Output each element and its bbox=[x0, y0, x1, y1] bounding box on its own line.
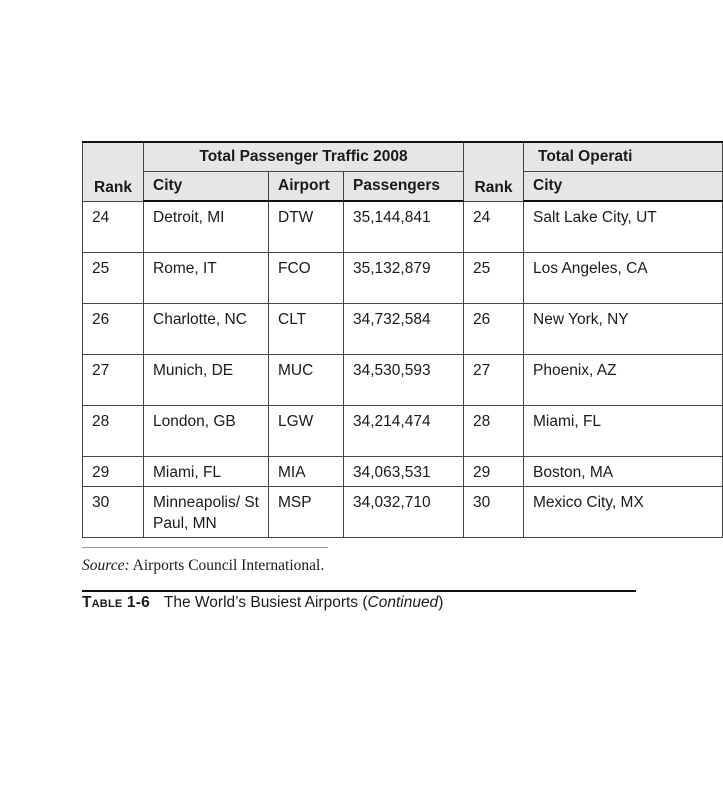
cell-passengers: 34,530,593 bbox=[344, 354, 464, 405]
cell-city: Detroit, MI bbox=[144, 201, 269, 252]
source-divider bbox=[82, 547, 328, 548]
cell-airport: MUC bbox=[269, 354, 344, 405]
caption-divider bbox=[82, 590, 636, 592]
cell-rank: 26 bbox=[83, 303, 144, 354]
caption-table-label: Table 1-6 bbox=[82, 594, 150, 611]
busiest-airports-table bbox=[82, 141, 723, 538]
cell-rank: 24 bbox=[83, 201, 144, 252]
cell-rank: 27 bbox=[83, 354, 144, 405]
cell-city-2: Phoenix, AZ bbox=[524, 354, 723, 405]
header-passengers: Passengers bbox=[344, 172, 464, 202]
airports-table-container bbox=[82, 141, 657, 538]
table-row bbox=[83, 456, 723, 486]
table-row bbox=[83, 252, 723, 303]
cell-city: Minneapolis/ St Paul, MN bbox=[144, 486, 269, 537]
cell-rank-2: 30 bbox=[464, 486, 524, 537]
table-group-header-row bbox=[83, 142, 723, 172]
cell-airport: LGW bbox=[269, 405, 344, 456]
cell-airport: MIA bbox=[269, 456, 344, 486]
cell-city: Miami, FL bbox=[144, 456, 269, 486]
cell-airport: CLT bbox=[269, 303, 344, 354]
cell-city-2: Boston, MA bbox=[524, 456, 723, 486]
group-header-total-operations: Total Operati bbox=[524, 142, 723, 172]
cell-rank: 25 bbox=[83, 252, 144, 303]
table-row bbox=[83, 201, 723, 252]
table-row bbox=[83, 303, 723, 354]
cell-passengers: 35,144,841 bbox=[344, 201, 464, 252]
caption-close: ) bbox=[438, 594, 444, 611]
header-airport: Airport bbox=[269, 172, 344, 202]
cell-city-2: Miami, FL bbox=[524, 405, 723, 456]
cell-city: Rome, IT bbox=[144, 252, 269, 303]
cell-city: Munich, DE bbox=[144, 354, 269, 405]
cell-rank-2: 24 bbox=[464, 201, 524, 252]
caption-continued: Continued bbox=[367, 594, 439, 611]
cell-airport: DTW bbox=[269, 201, 344, 252]
cell-city-2: Salt Lake City, UT bbox=[524, 201, 723, 252]
cell-city: London, GB bbox=[144, 405, 269, 456]
table-caption bbox=[82, 594, 443, 612]
cell-rank-2: 29 bbox=[464, 456, 524, 486]
cell-rank-2: 28 bbox=[464, 405, 524, 456]
cell-rank-2: 26 bbox=[464, 303, 524, 354]
cell-city-2: Los Angeles, CA bbox=[524, 252, 723, 303]
cell-rank: 28 bbox=[83, 405, 144, 456]
table-row bbox=[83, 486, 723, 537]
header-city: City bbox=[144, 172, 269, 202]
cell-passengers: 34,214,474 bbox=[344, 405, 464, 456]
group-header-passenger-traffic: Total Passenger Traffic 2008 bbox=[144, 142, 464, 172]
table-source-note bbox=[82, 557, 324, 575]
cell-passengers: 34,732,584 bbox=[344, 303, 464, 354]
cell-rank-2: 25 bbox=[464, 252, 524, 303]
cell-airport: MSP bbox=[269, 486, 344, 537]
table-row bbox=[83, 354, 723, 405]
table-row bbox=[83, 405, 723, 456]
cell-airport: FCO bbox=[269, 252, 344, 303]
cell-passengers: 35,132,879 bbox=[344, 252, 464, 303]
header-rank-2: Rank bbox=[464, 142, 524, 201]
table-column-header-row bbox=[83, 172, 723, 202]
header-city-2: City bbox=[524, 172, 723, 202]
cell-rank: 29 bbox=[83, 456, 144, 486]
cell-city-2: Mexico City, MX bbox=[524, 486, 723, 537]
cell-city: Charlotte, NC bbox=[144, 303, 269, 354]
caption-title: The World’s Busiest Airports ( bbox=[163, 594, 368, 611]
cell-city-2: New York, NY bbox=[524, 303, 723, 354]
cell-passengers: 34,032,710 bbox=[344, 486, 464, 537]
cell-rank-2: 27 bbox=[464, 354, 524, 405]
header-rank: Rank bbox=[83, 142, 144, 201]
source-label: Source: bbox=[82, 557, 130, 574]
cell-rank: 30 bbox=[83, 486, 144, 537]
source-text: Airports Council International. bbox=[132, 557, 325, 574]
cell-passengers: 34,063,531 bbox=[344, 456, 464, 486]
